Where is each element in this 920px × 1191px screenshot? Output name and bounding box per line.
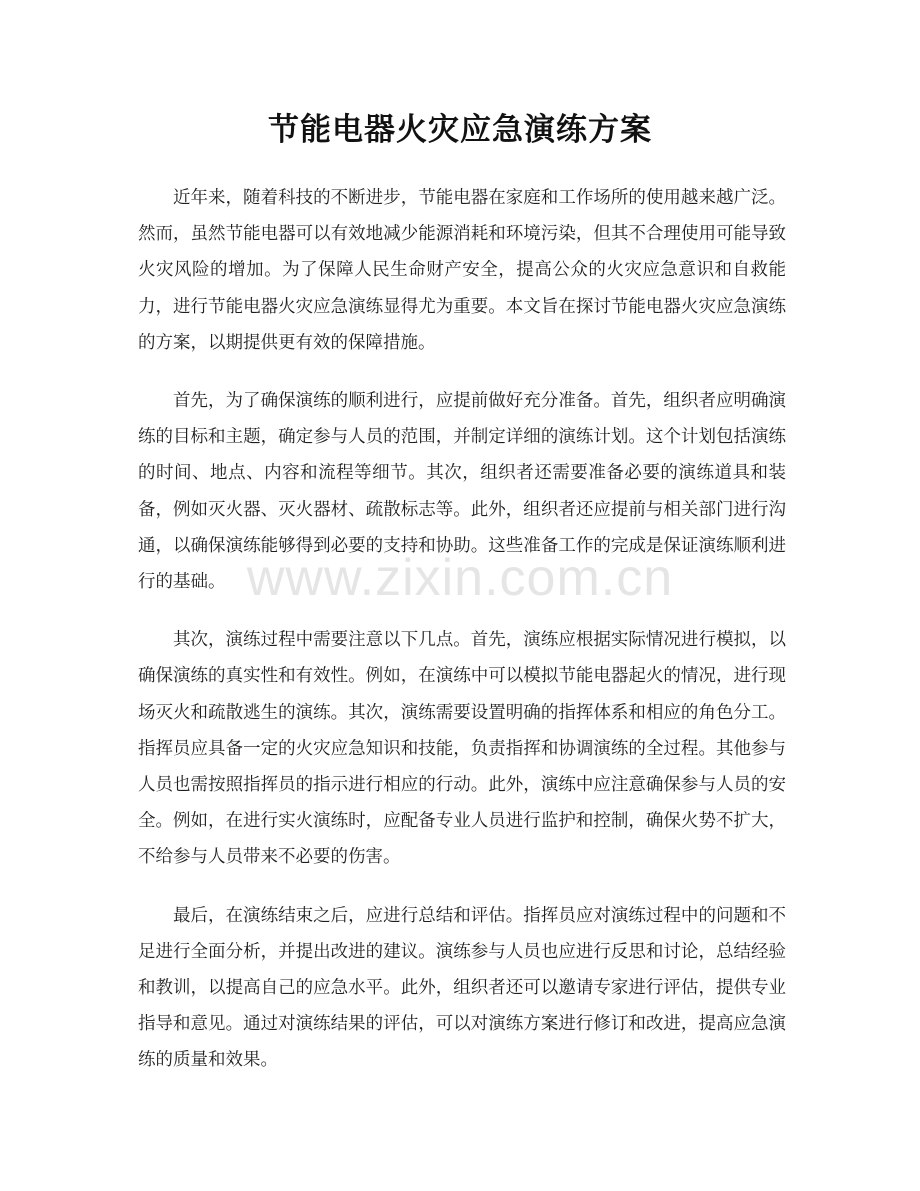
- paragraph-process: 其次，演练过程中需要注意以下几点。首先，演练应根据实际情况进行模拟，以确保演练的真实性和有效性。例如，在演练中可以模拟节能电器起火的情况，进行现场灭火和疏散逃生的演练。其次，演练需要设置明确的指挥体系和相应的角色分工。指挥员应具备一定的火灾应急知识和技能，负责指挥和协调演练的全过程。其他参与人员也需按照指挥员的指示进行相应的行动。此外，演练中应注意确保参与人员的安全。例如，在进行实火演练时，应配备专业人员进行监护和控制，确保火势不扩大，不给参与人员带来不必要的伤害。: [138, 630, 786, 868]
- watermark: www.zixin.com.cn: [246, 549, 674, 607]
- paragraph-intro: 近年来，随着科技的不断进步，节能电器在家庭和工作场所的使用越来越广泛。然而，虽然节能电器可以有效地减少能源消耗和环境污染，但其不合理使用可能导致火灾风险的增加。为了保障人民生命财产安全，提高公众的火灾应急意识和自救能力，进行节能电器火灾应急演练显得尤为重要。本文旨在探讨节能电器火灾应急演练的方案，以期提供更有效的保障措施。: [138, 188, 786, 353]
- paragraph-preparation: 首先，为了确保演练的顺利进行，应提前做好充分准备。首先，组织者应明确演练的目标和主题，确定参与人员的范围，并制定详细的演练计划。这个计划包括演练的时间、地点、内容和流程等细节。其次，组织者还需要准备必要的演练道具和装备，例如灭火器、灭火器材、疏散标志等。此外，组织者还应提前与相关部门进行沟通，以确保演练能够得到必要的支持和协助。这些准备工作的完成是保证演练顺利进行的基础。: [138, 391, 786, 593]
- document-title: 节能电器火灾应急演练方案: [268, 112, 652, 148]
- document-body: [138, 180, 786, 1101]
- paragraph-summary: 最后，在演练结束之后，应进行总结和评估。指挥员应对演练过程中的问题和不足进行全面分析，并提出改进的建议。演练参与人员也应进行反思和讨论，总结经验和教训，以提高自己的应急水平。此外，组织者还可以邀请专家进行评估，提供专业指导和意见。通过对演练结果的评估，可以对演练方案进行修订和改进，提高应急演练的质量和效果。: [138, 905, 786, 1071]
